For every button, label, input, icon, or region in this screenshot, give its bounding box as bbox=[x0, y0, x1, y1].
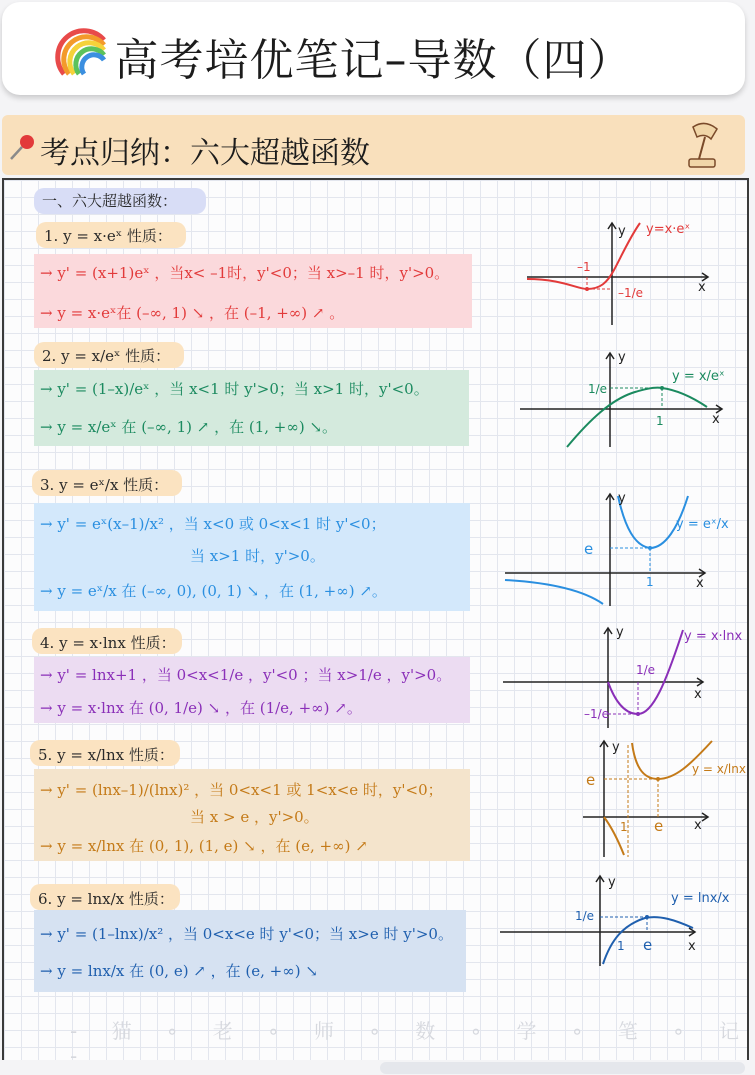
item5-graph-xmark2: 1 bbox=[620, 820, 628, 834]
item6-derivative: → y' = (1–lnx)/x² ，当 0<x<e 时 y'<0；当 x>e 时 y'>0。 bbox=[40, 925, 453, 943]
item5-derivative-cont: 当 x > e ，y'>0。 bbox=[190, 808, 319, 826]
notes-heading: 一、六大超越函数： bbox=[42, 192, 178, 210]
item1-graph-yaxis: y bbox=[618, 224, 626, 239]
item6-graph-xmark2: 1 bbox=[617, 939, 625, 953]
item4-monotonicity: → y = x·lnx 在 (0, 1/e) ↘ ，在 (1/e, +∞) ↗。 bbox=[40, 699, 362, 717]
item5-monotonicity: → y = x/lnx 在 (0, 1), (1, e) ↘ ，在 (e, +∞) ↗ bbox=[40, 837, 368, 855]
item4-graph-xaxis: x bbox=[694, 687, 702, 702]
page-title: 高考培优笔记–导数（四） bbox=[114, 35, 633, 86]
item2-graph-ymark: 1/e bbox=[588, 382, 608, 396]
item2-graph-yaxis: y bbox=[618, 350, 626, 365]
section-header bbox=[2, 115, 745, 175]
item3-graph-curve-label: y = eˣ/x bbox=[676, 517, 729, 532]
lamp-icon bbox=[685, 121, 725, 171]
item4-graph bbox=[498, 622, 743, 730]
item6-graph-curve-label: y = lnx/x bbox=[671, 891, 730, 906]
item3-derivative-cont: 当 x>1 时，y'>0。 bbox=[190, 547, 325, 565]
title-card bbox=[2, 2, 745, 95]
item2-derivative: → y' = (1–x)/eˣ ，当 x<1 时 y'>0；当 x>1 时，y'<0。 bbox=[40, 380, 429, 398]
item2-graph-curve-label: y = x/eˣ bbox=[672, 369, 725, 384]
watermark: - 猫 ∘ 老 ∘ 师 ∘ 数 ∘ 学 ∘ 笔 ∘ 记 - bbox=[70, 1019, 753, 1068]
item5-graph-curve-label: y = x/lnx bbox=[692, 762, 746, 776]
item4-graph-ymark: –1/e bbox=[584, 707, 610, 721]
item5-label: 5. y = x/lnx 性质： bbox=[38, 746, 174, 764]
item1-graph bbox=[522, 215, 732, 330]
item6-graph-yaxis: y bbox=[608, 875, 616, 890]
item6-label: 6. y = lnx/x 性质： bbox=[38, 890, 174, 908]
item2-graph bbox=[512, 345, 732, 450]
item3-graph-yaxis: y bbox=[618, 491, 626, 506]
item3-monotonicity: → y = eˣ/x 在 (–∞, 0), (0, 1) ↘ ，在 (1, +∞) ↗。 bbox=[40, 582, 387, 600]
item4-graph-curve-label: y = x·lnx bbox=[684, 629, 743, 644]
item6-graph-xmark: e bbox=[643, 936, 653, 954]
item6-graph bbox=[495, 870, 730, 970]
item1-graph-curve-label: y=x·eˣ bbox=[646, 222, 691, 237]
item3-label: 3. y = eˣ/x 性质： bbox=[40, 476, 169, 494]
pushpin-icon bbox=[8, 132, 38, 162]
item1-derivative: → y' = (x+1)eˣ ，当x< –1时，y'<0；当 x>–1 时，y'>0。 bbox=[40, 264, 450, 282]
item1-monotonicity: → y = x·eˣ在 (–∞, 1) ↘ ，在 (–1, +∞) ↗ 。 bbox=[40, 304, 345, 322]
item1-label: 1. y = x·eˣ 性质： bbox=[44, 227, 172, 245]
item1-graph-ymark: –1/e bbox=[618, 286, 644, 300]
item1-graph-xaxis: x bbox=[698, 280, 706, 295]
item6-monotonicity: → y = lnx/x 在 (0, e) ↗ ，在 (e, +∞) ↘ bbox=[40, 962, 318, 980]
item3-graph bbox=[500, 488, 732, 608]
item6-graph-ymark: 1/e bbox=[575, 909, 595, 923]
item4-graph-yaxis: y bbox=[616, 625, 624, 640]
item4-derivative: → y' = lnx+1 ，当 0<x<1/e ，y'<0 ；当 x>1/e ，y'>0。 bbox=[40, 666, 452, 684]
item3-derivative: → y' = eˣ(x–1)/x² ，当 x<0 或 0<x<1 时 y'<0； bbox=[40, 515, 386, 533]
item2-graph-xaxis: x bbox=[712, 412, 720, 427]
item5-graph-xaxis: x bbox=[694, 818, 702, 833]
item2-label: 2. y = x/eˣ 性质： bbox=[42, 347, 171, 365]
item6-graph-xaxis: x bbox=[688, 939, 696, 954]
section-title: 考点归纳：六大超越函数 bbox=[40, 136, 370, 171]
item4-graph-xmark: 1/e bbox=[636, 663, 656, 677]
item1-graph-xmark: –1 bbox=[577, 260, 591, 274]
item5-graph-ymark: e bbox=[586, 771, 596, 789]
item3-graph-xmark: 1 bbox=[646, 575, 654, 589]
item5-graph-xmark: e bbox=[654, 817, 664, 835]
item5-graph-yaxis: y bbox=[612, 740, 620, 755]
item5-derivative: → y' = (lnx–1)/(lnx)² ，当 0<x<1 或 1<x<e 时，y'<0； bbox=[40, 781, 443, 799]
item4-label: 4. y = x·lnx 性质： bbox=[40, 634, 176, 652]
item2-graph-xmark: 1 bbox=[656, 414, 664, 428]
item5-graph bbox=[580, 735, 746, 860]
bottom-blur bbox=[380, 1062, 745, 1074]
item3-graph-xaxis: x bbox=[696, 576, 704, 591]
item2-monotonicity: → y = x/eˣ 在 (–∞, 1) ↗ ，在 (1, +∞) ↘。 bbox=[40, 418, 338, 436]
item3-graph-ymark: e bbox=[584, 540, 594, 558]
